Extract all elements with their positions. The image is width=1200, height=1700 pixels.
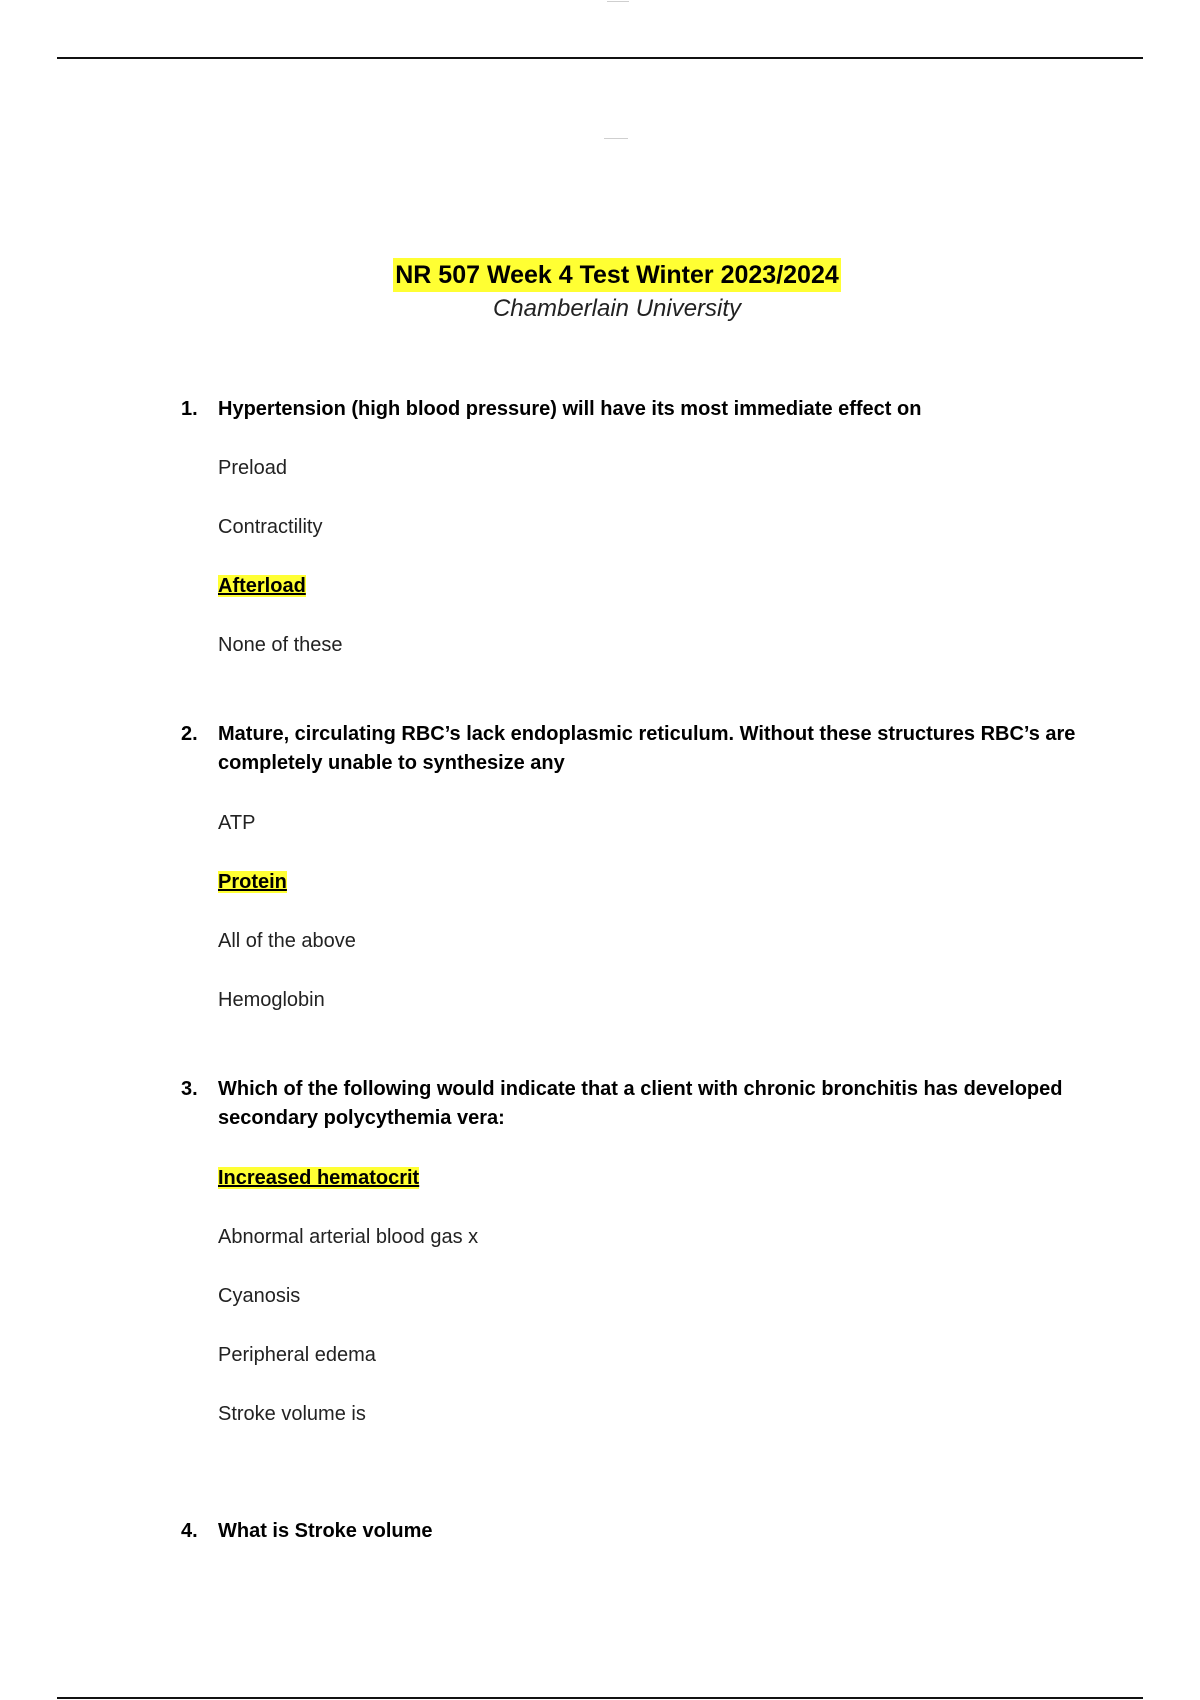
- answer-option[interactable]: Stroke volume is: [218, 1403, 366, 1425]
- answer-option[interactable]: Hemoglobin: [218, 989, 325, 1011]
- document-header: [0, 258, 1200, 325]
- answer-options: [218, 1164, 1081, 1429]
- header-mark: [607, 1, 629, 2]
- question-text: Hypertension (high blood pressure) will have its most immediate effect on: [218, 398, 922, 420]
- answer-options: [218, 454, 1081, 660]
- document-subtitle: Chamberlain University: [492, 295, 742, 322]
- question-text: Mature, circulating RBC’s lack endoplasmic reticulum. Without these structures RBC’s are completely unable to synthesize any: [218, 723, 1076, 774]
- page-mark: [604, 138, 628, 139]
- question-number: 1.: [181, 398, 198, 420]
- question-3: [181, 1075, 1081, 1459]
- answer-option[interactable]: None of these: [218, 634, 343, 656]
- answer-option[interactable]: Contractility: [218, 516, 323, 538]
- document-title: NR 507 Week 4 Test Winter 2023/2024: [393, 258, 841, 292]
- question-4: [181, 1517, 1081, 1546]
- question-text: Which of the following would indicate that a client with chronic bronchitis has developed secondary polycythemia vera:: [218, 1078, 1063, 1129]
- answer-options: [218, 809, 1081, 1015]
- answer-option-highlighted[interactable]: Afterload: [218, 575, 306, 597]
- answer-option[interactable]: Abnormal arterial blood gas x: [218, 1226, 479, 1248]
- question-number: 4.: [181, 1520, 198, 1542]
- header-rule: [57, 57, 1143, 59]
- answer-option[interactable]: Cyanosis: [218, 1285, 301, 1307]
- answer-option[interactable]: Preload: [218, 457, 287, 479]
- question-number: 2.: [181, 723, 198, 745]
- answer-option-highlighted[interactable]: Protein: [218, 871, 287, 893]
- question-text: What is Stroke volume: [218, 1520, 433, 1542]
- question-1: [181, 395, 1081, 690]
- question-number: 3.: [181, 1078, 198, 1100]
- answer-option[interactable]: Peripheral edema: [218, 1344, 376, 1366]
- answer-option[interactable]: ATP: [218, 812, 256, 834]
- answer-option-highlighted[interactable]: Increased hematocrit: [218, 1167, 420, 1189]
- answer-option[interactable]: All of the above: [218, 930, 356, 952]
- question-2: [181, 720, 1081, 1045]
- footer-rule: [57, 1697, 1143, 1699]
